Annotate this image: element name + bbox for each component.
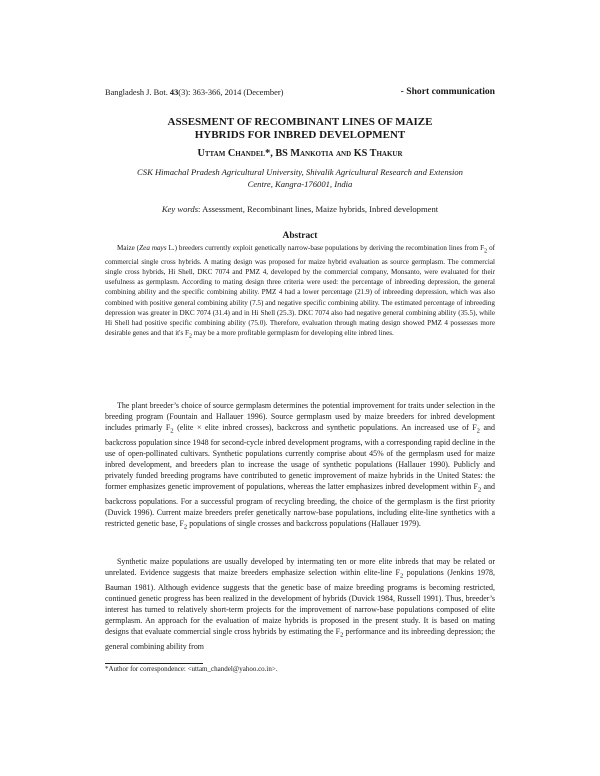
article-type: - Short communication bbox=[400, 86, 495, 97]
correspondence-footnote: *Author for correspondence: <uttam_chandel@yahoo.co.in>. bbox=[105, 665, 278, 673]
subscript: 2 bbox=[399, 572, 404, 580]
keywords bbox=[105, 204, 495, 214]
authors: Uttam Chandel*, BS Mankotia and KS Thakur bbox=[197, 148, 403, 159]
subscript: 2 bbox=[183, 523, 188, 531]
affiliation bbox=[105, 166, 495, 191]
body-seg: and backcross population since 1948 for second-cycle inbred development programs, with a corresponding rapid decline in the use of open-pollinated cultivars. Synthetic populations currently comprise about 45% of the germplasm used for maize inbred development, and breeders plan to increase the usage of synthetic populations (Hallauer 1990). Publicly and privately funded breeding programs have contributed to genetic improvement of maize hybrids in the United States: the former emphasizes genetic improvement of populations, whereas the latter emphasizes inbred development within F bbox=[105, 423, 495, 492]
abstract-text bbox=[105, 243, 495, 342]
journal-volume: 43 bbox=[169, 88, 179, 97]
body-seg: Synthetic maize populations are usually developed by intermating ten or more elite inbreds that may be related or unrelated. Evidence suggests that maize breeders emphasize selection within elite-line F bbox=[105, 557, 495, 578]
species-name: Zea mays bbox=[139, 244, 167, 252]
journal-name: Bangladesh J. Bot. bbox=[105, 88, 170, 97]
abstract-seg: L.) breeders currently exploit genetically narrow-base populations by deriving the recombination lines from F bbox=[166, 244, 485, 252]
subscript: 2 bbox=[484, 248, 488, 255]
affiliation-line-1: CSK Himachal Pradesh Agricultural University, Shivalik Agricultural Research and Extension bbox=[137, 167, 463, 177]
subscript: 2 bbox=[477, 486, 482, 494]
keywords-text: : Assessment, Recombinant lines, Maize hybrids, Inbred development bbox=[198, 204, 439, 214]
journal-citation bbox=[105, 88, 283, 97]
footnote-divider bbox=[105, 663, 203, 664]
subscript: 2 bbox=[170, 427, 174, 435]
affiliation-line-2: Centre, Kangra-176001, India bbox=[247, 179, 353, 190]
paper-title bbox=[105, 116, 495, 142]
journal-issue: (3): 363-366, 2014 (December) bbox=[178, 88, 284, 97]
subscript: 2 bbox=[340, 631, 344, 639]
body-seg: The plant breeder’s choice of source germplasm determines the potential improvement for traits under selection in the breeding program (Fountain and Hallauer 1996). Source germplasm used by maize breeders for inbred development includes primarly F bbox=[105, 401, 495, 433]
body-seg: performance and its inbreeding depression; the general combining ability from bbox=[105, 627, 495, 651]
abstract-seg: Maize ( bbox=[117, 244, 140, 252]
subscript: 2 bbox=[188, 333, 192, 340]
body-seg: populations of single crosses and backcross populations (Hallauer 1979). bbox=[187, 519, 421, 529]
body-paragraph-2 bbox=[105, 556, 495, 652]
body-paragraph-1 bbox=[105, 400, 495, 533]
subscript: 2 bbox=[476, 427, 480, 435]
abstract-seg: of commercial single cross hybrids. A mating design was proposed for maize hybrid evaluation as source germplasm. The commercial single cross hybrids, Hi Shell, DKC 7074 and PMZ 4, developed by the commercial company, Monsanto, were evaluated for their usefulness as germplasm. According to mating design three criteria were used: the percentage of inbreeding depression, the general combining ability and the specific combining ability. PMZ 4 had a lower percentage (21.9) of inbreeding depression, which was also combined with positive general combining ability (7.5) and negative specific combining ability. The estimated percentage of inbreeding depression was greater in DKC 7074 (31.4) and in Hi Shell (25.3). DKC 7074 also had negative general combining ability (35.5), while Hi Shell had positive specific combining ability (75.0). Therefore, evaluation through mating design showed PMZ 4 possesses more desirable genes and that it's F bbox=[105, 244, 496, 338]
body-seg: and backcross populations. For a successful program of recycling breeding, the choice of the germplasm is the first priority (Duvick 1996). Current maize breeders prefer genetically narrow-base populations, including elite-line synthetics with a restricted genetic base, F bbox=[105, 482, 495, 529]
title-line-1: ASSESMENT OF RECOMBINANT LINES OF MAIZE bbox=[167, 116, 433, 128]
abstract-seg: may be a more profitable germplasm for developing elite inbred lines. bbox=[191, 329, 394, 338]
title-line-2: HYBRIDS FOR INBRED DEVELOPMENT bbox=[194, 129, 406, 141]
body-seg: (elite × elite inbred crosses), backcross and synthetic populations. An increased use of F bbox=[173, 423, 477, 433]
keywords-label: Key words bbox=[161, 204, 199, 214]
abstract-heading: Abstract bbox=[282, 231, 318, 241]
body-seg: populations (Jenkins 1978, Bauman 1981). Although evidence suggests that the genetic base of maize breeding programs is becoming restricted, continued genetic progress has been realized in the development of hybrids (Duvick 1984, Russell 1991). Thus, breeder’s interest has turned to relatively short-term projects for the improvement of narrow-base populations composed of elite germplasm. An approach for the evaluation of maize hybrids is proposed in the present study. It is based on mating designs that evaluate commercial single cross hybrids by estimating the F bbox=[105, 568, 495, 637]
